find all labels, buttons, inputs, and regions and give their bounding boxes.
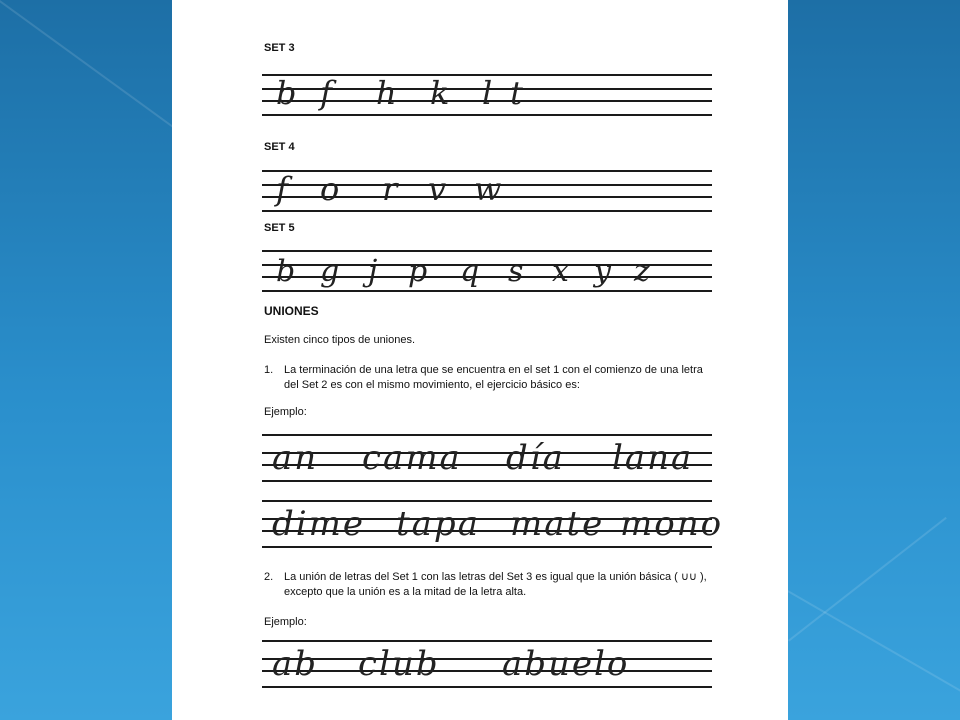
letter: f [276, 170, 288, 208]
letter: z [634, 254, 650, 289]
letter: b [276, 254, 296, 289]
word: mono [620, 504, 724, 544]
word: dime [272, 504, 365, 544]
set5-label: SET 5 [264, 222, 295, 234]
letter: w [474, 170, 502, 208]
example1-row1 [272, 438, 708, 478]
item-text: La unión de letras del Set 1 con las letras del Set 3 es igual que la unión básica ( ∪∪ ), excepto que la unión es a la mitad de la letra alta. [284, 571, 707, 598]
letter: b [276, 74, 297, 112]
example-label: Ejemplo: [264, 406, 307, 418]
word: ab [272, 644, 319, 684]
item-text: La terminación de una letra que se encuentra en el set 1 con el comienzo de una letra del Set 2 es con el mismo movimiento, el ejercicio básico es: [284, 364, 703, 391]
letter: k [430, 74, 450, 112]
letter: p [408, 254, 428, 289]
set4-letters [276, 170, 510, 208]
word: cama [362, 438, 462, 478]
item-number: 2. [264, 571, 274, 583]
letter: q [460, 254, 480, 289]
word: día [506, 438, 565, 478]
letter: s [508, 254, 524, 289]
letter: j [368, 254, 378, 289]
set3-letters [276, 74, 540, 112]
letter: f [320, 74, 332, 112]
letter: x [552, 254, 569, 289]
letter: l [482, 74, 493, 112]
word: abuelo [502, 644, 630, 684]
item-number: 1. [264, 364, 274, 376]
letter: v [428, 170, 447, 208]
set5-letters [276, 254, 664, 289]
uniones-intro: Existen cinco tipos de uniones. [264, 334, 416, 346]
letter: o [320, 170, 340, 208]
letter: g [320, 254, 340, 289]
bg-diagonal-line [0, 0, 194, 143]
example2-row1 [272, 644, 632, 684]
union-item-2 [264, 570, 716, 600]
letter: h [376, 74, 397, 112]
letter: t [510, 74, 523, 112]
word: lana [612, 438, 694, 478]
example1-row2 [272, 504, 724, 544]
word: mate [510, 504, 605, 544]
letter: y [594, 254, 611, 289]
word: club [358, 644, 440, 684]
example-label-2: Ejemplo: [264, 616, 307, 628]
set4-label: SET 4 [264, 141, 295, 153]
letter: r [382, 170, 398, 208]
word: tapa [396, 504, 480, 544]
uniones-title: UNIONES [264, 304, 319, 318]
bg-diagonal-line [787, 590, 960, 692]
union-item-1 [264, 363, 716, 393]
bg-diagonal-line [788, 517, 947, 642]
word: an [272, 438, 319, 478]
worksheet-page [172, 0, 788, 720]
set3-label: SET 3 [264, 42, 295, 54]
